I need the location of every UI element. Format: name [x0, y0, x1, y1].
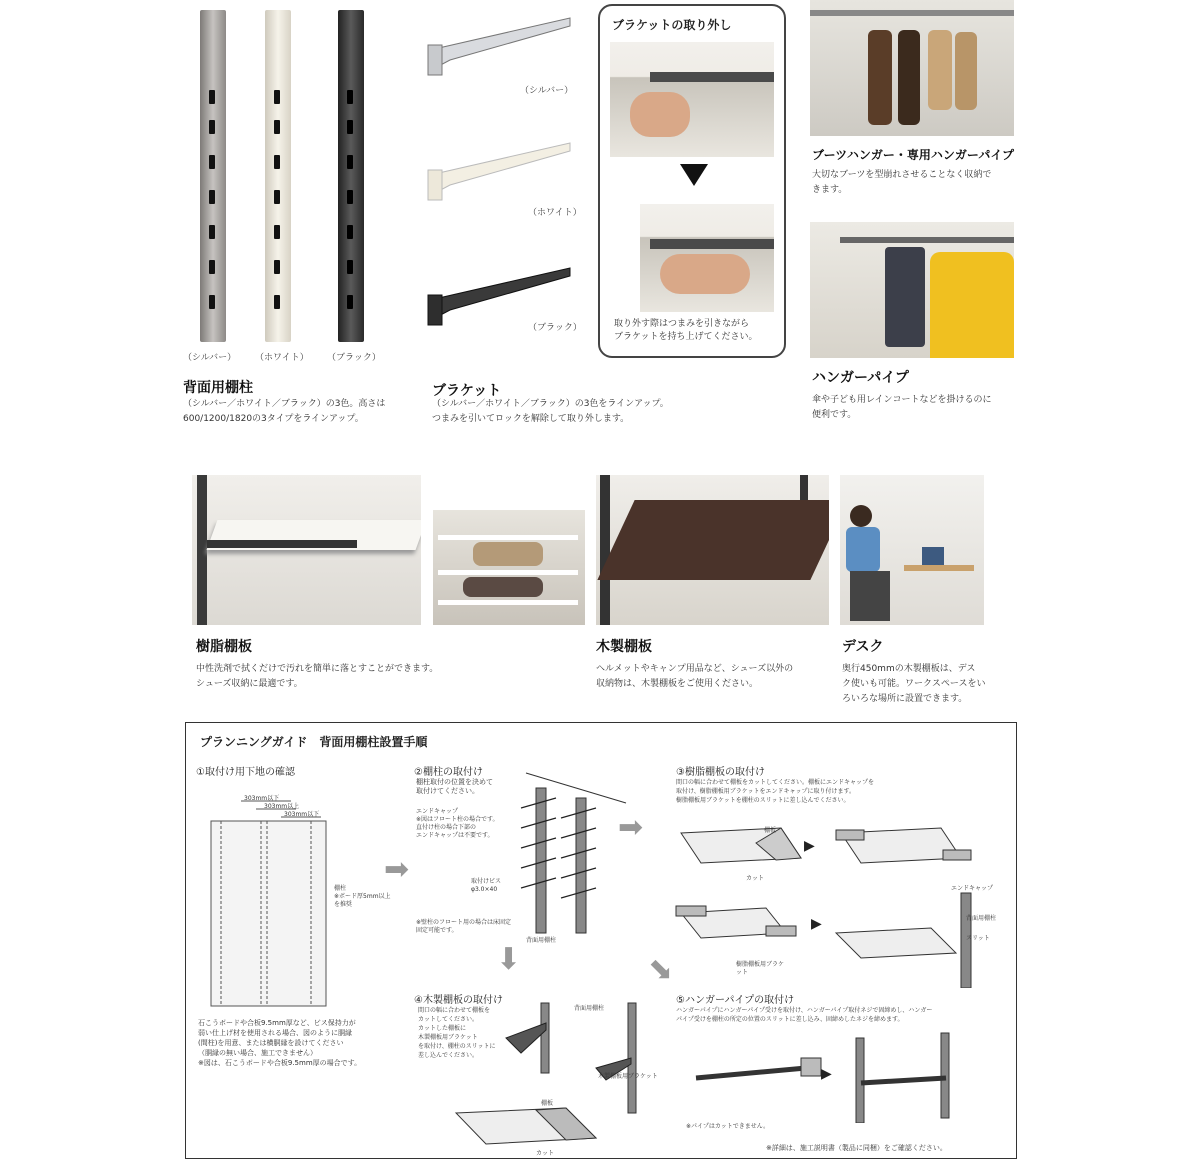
rails-title: 背面用棚柱 — [183, 380, 253, 396]
step1-note-label: 棚柱 ※ボード厚5mm以上を推奨 — [334, 885, 391, 908]
step4-desc: 間口の幅に合わせて棚板を カットしてください。 カットした棚板に 木製棚板用ブラケット を取付け、棚柱のスリットに 差し込んでください。 — [418, 1007, 496, 1059]
step1-desc: 石こうボードや合板9.5mm厚など、ビス保持力が 弱い仕上げ材を使用される場合、図のように胴縁 (間柱)を用意、または横胴縁を設けてください （胴縁の無い場合、施工できません） ※図は、石こうボードや合板9.5mm厚の場合です。 — [198, 1019, 362, 1067]
guide-footnote: ※詳細は、施工説明書（製品に同梱）をご確認ください。 — [766, 1144, 947, 1152]
step4-label-rail: 背面用棚柱 — [574, 1005, 605, 1012]
step3-label-cut: カット — [746, 875, 764, 882]
bracket-white-image — [425, 135, 575, 210]
step2-screw-label: 取付けビス φ3.0×40 — [471, 878, 502, 893]
svg-text:▶: ▶ — [811, 916, 822, 932]
arrow-diagonal-icon: ⬊ — [648, 952, 674, 987]
wood-shelf-desc: ヘルメットやキャンプ用品など、シューズ以外の 収納物は、木製棚板をご使用ください。 — [596, 664, 794, 689]
brackets-desc: （シルバー／ホワイト／ブラック）の3色をラインアップ。 つまみを引いてロックを解除して取り外します。 — [432, 399, 669, 424]
step1-dim-1: 303mm以下 — [244, 795, 280, 802]
step3-label-bracket: 樹脂棚板用ブラケット — [736, 961, 785, 976]
bracket-label-silver: （シルバー） — [520, 86, 574, 96]
step2-rails-diagram — [516, 768, 636, 938]
brackets-title: ブラケット — [432, 383, 502, 399]
rail-label-white: （ホワイト） — [255, 353, 309, 363]
step3-label-endcap: エンドキャップ — [951, 885, 994, 892]
svg-text:▶: ▶ — [821, 1066, 832, 1082]
wood-shelf-photo — [596, 475, 829, 625]
step3-label-rail: 背面用棚柱 — [966, 915, 997, 922]
rail-label-silver: （シルバー） — [183, 353, 237, 363]
boots-hanger-photo — [810, 0, 1014, 136]
rails-section — [180, 5, 410, 435]
boots-hanger-desc: 大切なブーツを型崩れさせることなく収納で きます。 — [812, 170, 992, 195]
step5-pipe-diagram — [676, 1028, 1006, 1123]
removal-title: ブラケットの取り外し — [612, 18, 732, 32]
hanger-pipe-title: ハンガーパイプ — [812, 370, 909, 386]
step3-label-shelf: 棚板 — [764, 827, 777, 834]
step3-label-slit: スリット — [966, 935, 990, 942]
rail-black — [338, 10, 364, 342]
bracket-label-black: （ブラック） — [528, 323, 582, 333]
svg-text:▶: ▶ — [804, 838, 815, 854]
step2-floor-note: ※壁柱のフロート用の場合は床固定 固定可能です。 — [416, 919, 512, 934]
removal-photo-1 — [610, 42, 774, 157]
desk-desc: 奥行450mmの木製棚板は、デス ク使いも可能。ワークスペースをい ろいろな場所に設置できます。 — [842, 664, 986, 704]
step1-dim-3: 303mm以下 — [284, 811, 320, 818]
step4-title: ④木製棚板の取付け — [414, 995, 503, 1006]
bracket-label-white: （ホワイト） — [528, 208, 582, 218]
wood-shelf-title: 木製棚板 — [596, 639, 652, 655]
brackets-section — [420, 5, 669, 435]
bracket-removal-box — [598, 4, 786, 358]
planning-guide-box — [185, 722, 1017, 1159]
guide-title: プランニングガイド 背面用棚柱設置手順 — [200, 735, 428, 749]
step3-title: ③樹脂棚板の取付け — [676, 767, 765, 778]
step3-shelf-diagram — [671, 818, 1001, 988]
hanger-pipe-desc: 傘や子ども用レインコートなどを掛けるのに 便利です。 — [812, 395, 992, 420]
step2-title: ②棚柱の取付け — [414, 767, 483, 778]
boots-hanger-title: ブーツハンガー・専用ハンガーパイプ — [812, 148, 1014, 162]
step2-endcap-label: エンドキャップ ※図はフロート柱の場合です。 直付け柱の場合下部の エンドキャップは不要です。 — [416, 808, 499, 839]
step5-note: ※パイプはカットできません。 — [686, 1123, 770, 1130]
rail-label-black: （ブラック） — [327, 353, 381, 363]
desk-title: デスク — [842, 639, 884, 655]
step3-desc: 間口の幅に合わせて棚板をカットしてください。棚板にエンドキャップを 取付け、樹脂棚板用ブラケットをエンドキャップに取り付けます。 樹脂棚板用ブラケットを棚柱のスリットに差し込んでください。 — [676, 779, 874, 804]
rail-white — [265, 10, 291, 342]
down-triangle-icon — [680, 164, 708, 186]
hanger-pipe-photo — [810, 222, 1014, 358]
resin-shelf-desc: 中性洗剤で拭くだけで汚れを簡単に落とすことができます。 シューズ収納に最適です。 — [196, 664, 439, 689]
removal-desc: 取り外す際はつまみを引きながら ブラケットを持ち上げてください。 — [614, 319, 758, 342]
rail-silver — [200, 10, 226, 342]
step5-desc: ハンガーパイプにハンガーパイプ受けを取付け、ハンガーパイプ取付ネジで固締めし、ハンガー パイプ受けを棚柱の所定の位置のスリットに差し込み、固締めしたネジを締めます。 — [676, 1007, 933, 1023]
resin-shelf-photo — [192, 475, 421, 625]
step1-wall-diagram — [201, 781, 351, 1011]
step4-label-cut: カット — [536, 1150, 554, 1157]
desk-photo — [840, 475, 984, 625]
arrow-right-icon-1: ➡ — [384, 852, 410, 887]
shoe-shelf-photo — [433, 510, 585, 625]
step4-label-shelf: 棚板 — [541, 1100, 554, 1107]
arrow-right-icon-2: ➡ — [618, 810, 644, 845]
step1-title: ①取付け用下地の確認 — [196, 767, 295, 778]
removal-photo-2 — [640, 204, 774, 312]
step2-desc: 棚柱取付の位置を決めて 取付けてください。 — [416, 778, 493, 795]
step2-rail-label: 背面用棚柱 — [526, 937, 557, 944]
step1-dim-2: 303mm以上 — [264, 803, 300, 810]
resin-shelf-title: 樹脂棚板 — [196, 639, 252, 655]
bracket-silver-image — [425, 10, 575, 85]
rails-desc: （シルバー／ホワイト／ブラック）の3色。高さは 600/1200/1820の3タイプをラインアップ。 — [183, 399, 386, 424]
step5-title: ⑤ハンガーパイプの取付け — [676, 995, 795, 1006]
step4-label-bracket: 木製棚板用ブラケット — [598, 1073, 658, 1080]
arrow-down-icon: ⬇ — [496, 942, 522, 977]
